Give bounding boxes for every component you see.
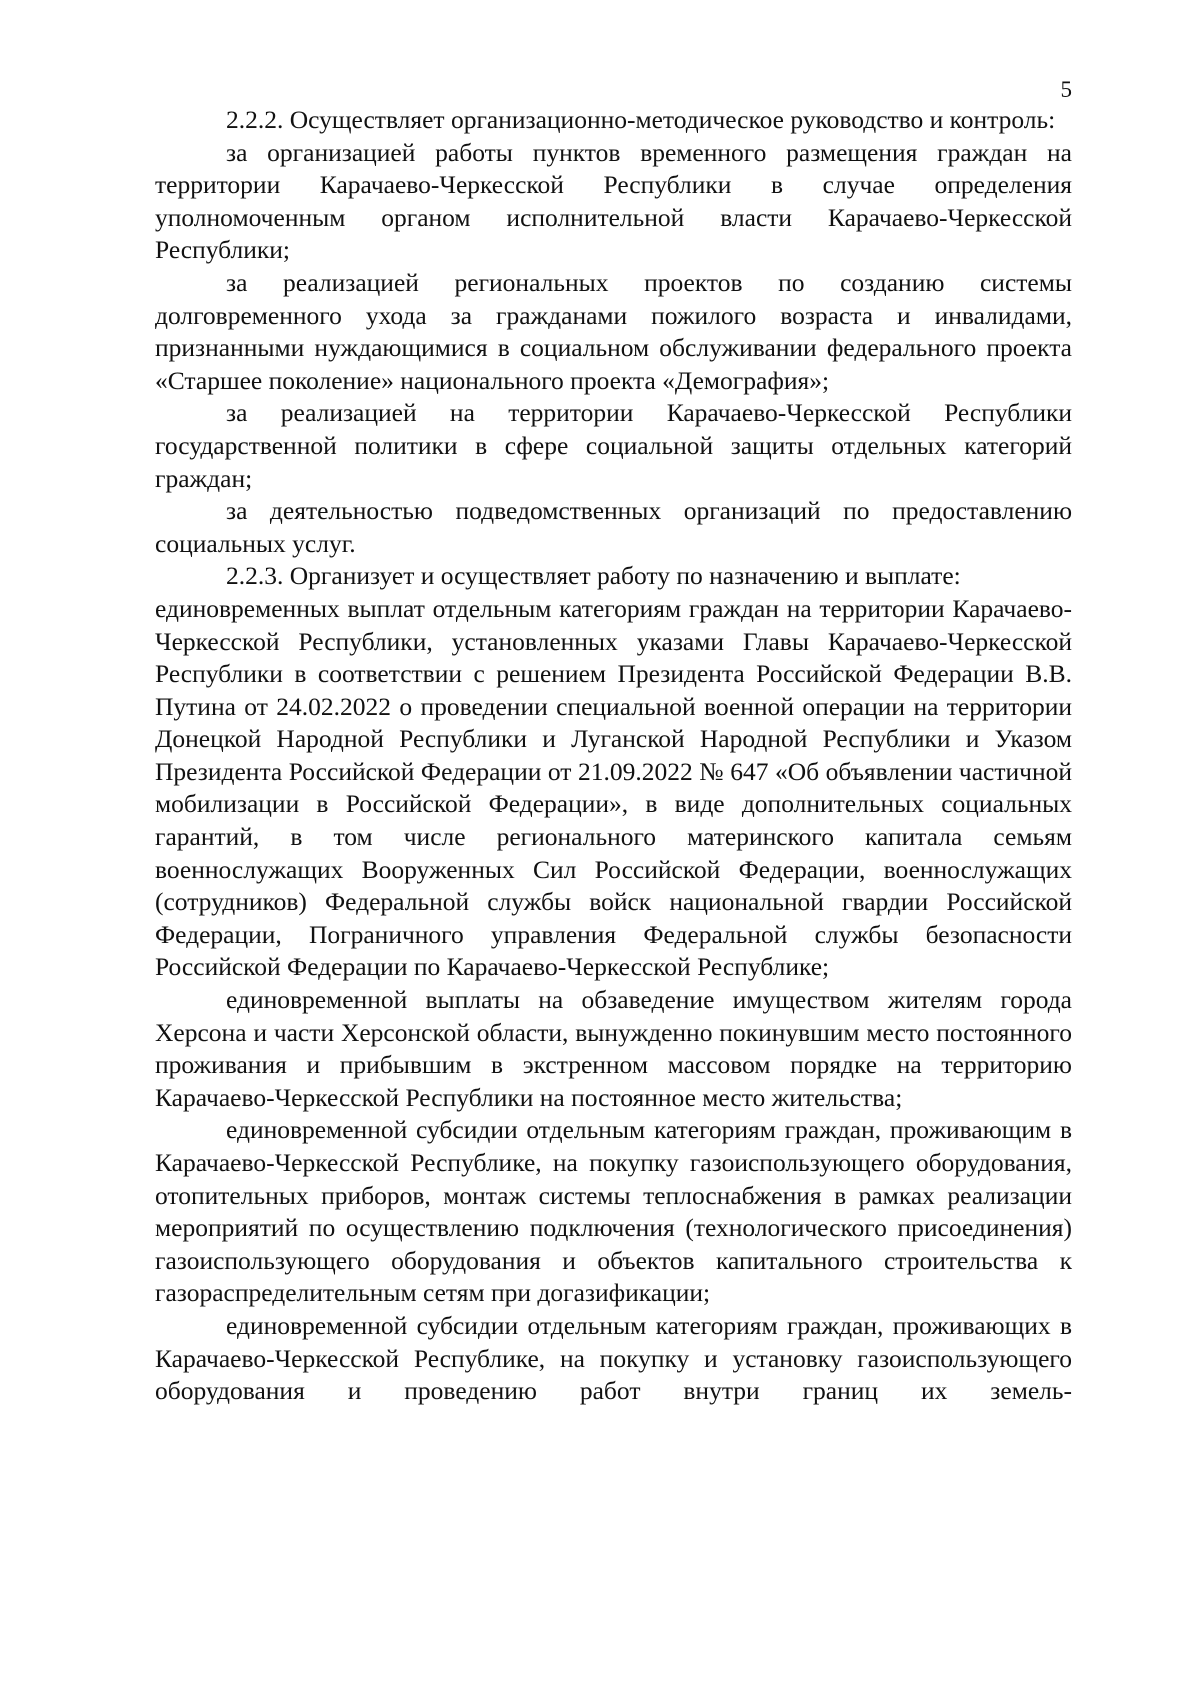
paragraph-gas-equipment-subsidy: единовременной субсидии отдельным категориям граждан, проживающим в Карачаево-Черкесской Республике, на покупку газоиспользующего оборудования, отопительных приборов, монтаж системы теплоснабжения в рамках реализации мероприятий по осуществлению подключения (технологического присоединения) газоиспользующего оборудования и объектов капитального строительства к газораспределительным сетям при догазификации;	[155, 1115, 1072, 1308]
paragraph-one-time-payments: единовременных выплат отдельным категориям граждан на территории Карачаево-Черкесской Республики, установленных указами Главы Карачаево-Черкесской Республики в соответствии с решением Президента Российской Федерации В.В. Путина от 24.02.2022 о проведении специальной военной операции на территории Донецкой Народной Республики и Луганской Народной Республики и Указом Президента Российской Федерации от 21.09.2022 № 647 «Об объявлении частичной мобилизации в Российской Федерации», в виде дополнительных социальных гарантий, в том числе регионального материнского капитала семьям военнослужащих Вооруженных Сил Российской Федерации, военнослужащих (сотрудников) Федеральной службы войск национальной гвардии Российской Федерации, Пограничного управления Федеральной службы безопасности Российской Федерации по Карачаево-Черкесской Республике;	[155, 593, 1072, 982]
paragraph-2-2-3: 2.2.3. Организует и осуществляет работу по назначению и выплате:	[226, 561, 961, 591]
paragraph-subordinate-organizations: за деятельностью подведомственных организаций по предоставлению социальных услуг.	[155, 496, 1072, 558]
paragraph-temporary-accommodation: за организацией работы пунктов временного размещения граждан на территории Карачаево-Черкесской Республики в случае определения уполномоченным органом исполнительной власти Карачаево-Черкесской Республики;	[155, 137, 1072, 265]
paragraph-2-2-2: 2.2.2. Осуществляет организационно-методическое руководство и контроль:	[226, 105, 1056, 134]
paragraph-social-protection-policy: за реализацией на территории Карачаево-Черкесской Республики государственной политики в сфере социальной защиты отдельных категорий граждан;	[155, 398, 1072, 493]
page-number: 5	[1060, 77, 1072, 102]
document-body	[155, 104, 1072, 1408]
paragraph-kherson-payment: единовременной выплаты на обзаведение имуществом жителям города Херсона и части Херсонской области, вынужденно покинувшим место постоянного проживания и прибывшим в экстренном массовом порядке на территорию Карачаево-Черкесской Республики на постоянное место жительства;	[155, 985, 1072, 1112]
paragraph-gas-installation-subsidy: единовременной субсидии отдельным категориям граждан, проживающих в Карачаево-Черкесской Республике, на покупку и установку газоиспользующего оборудования и проведению работ внутри границ их земель-	[155, 1310, 1072, 1406]
paragraph-long-term-care: за реализацией региональных проектов по созданию системы долговременного ухода за гражданами пожилого возраста и инвалидами, признанными нуждающимися в социальном обслуживании федерального проекта «Старшее поколение» национального проекта «Демография»;	[155, 267, 1072, 395]
